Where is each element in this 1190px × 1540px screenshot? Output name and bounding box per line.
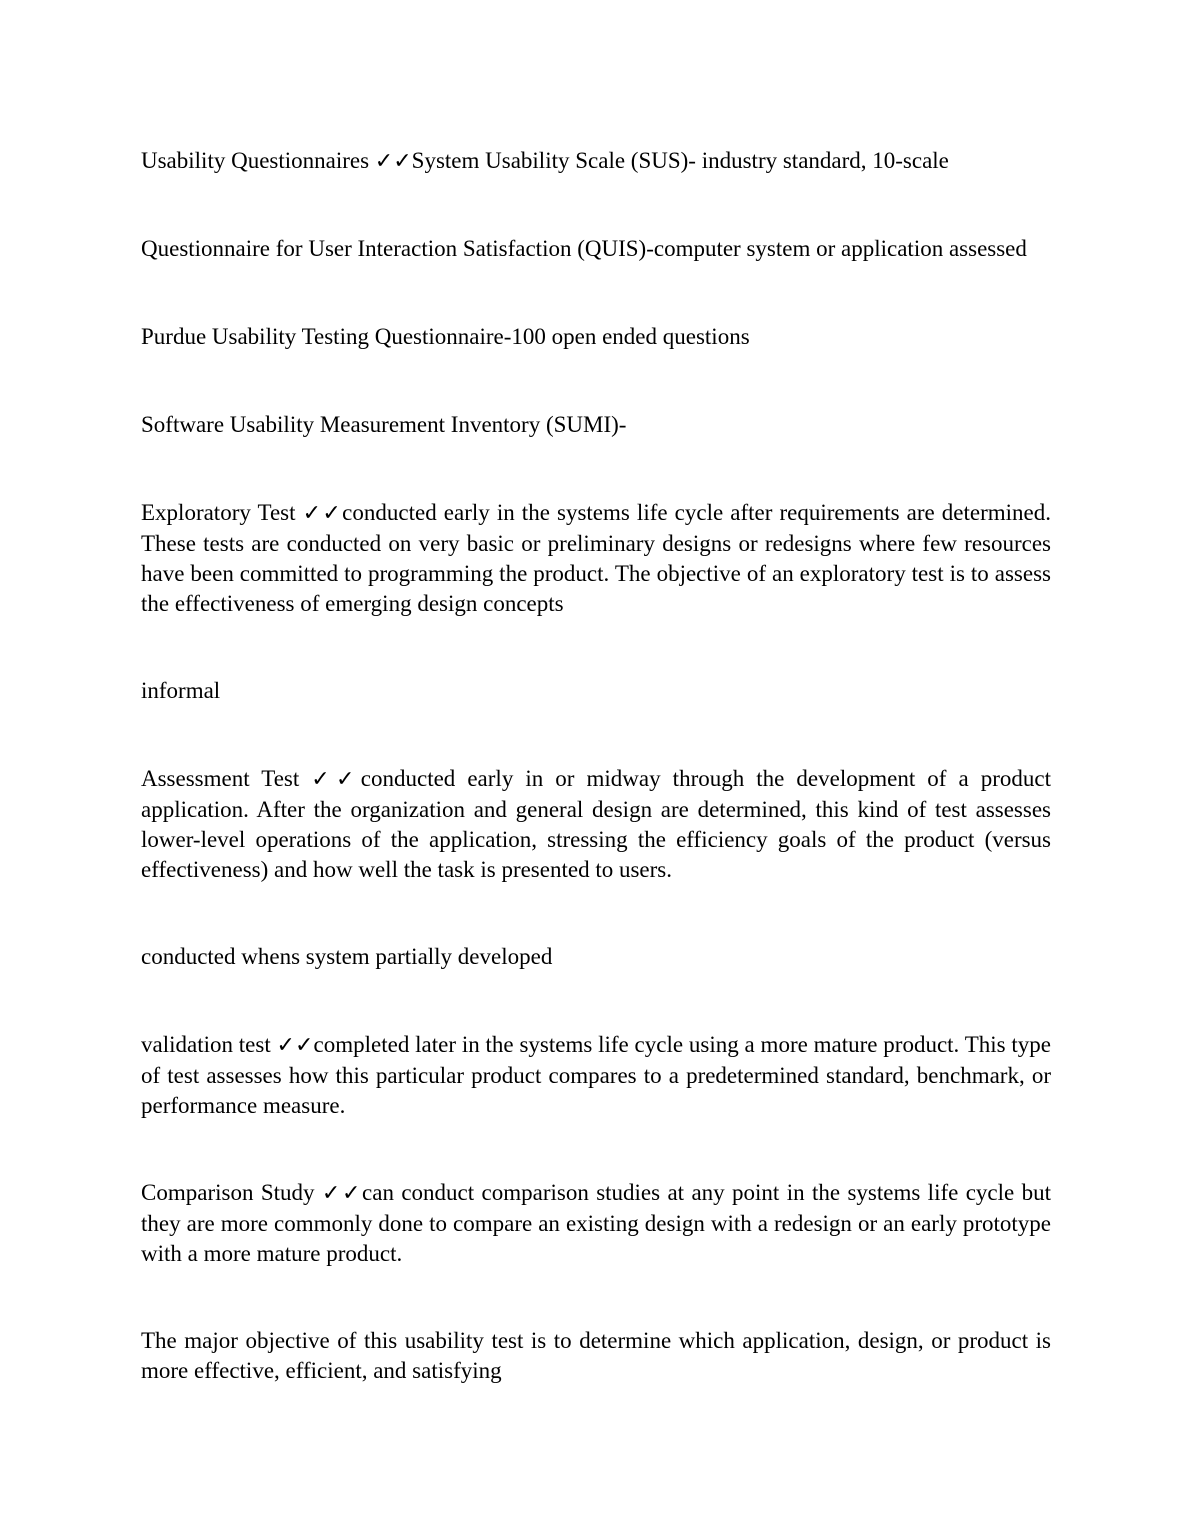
para-text-before: The major objective of this usability test is to determine which application, design, or product is more effective, efficient, and satisfying [141, 1328, 1051, 1383]
para-informal [141, 676, 1051, 707]
para-text-after: System Usability Scale (SUS)- industry standard, 10-scale [411, 148, 949, 173]
para-partially-developed [141, 942, 1051, 973]
para-text-before: conducted whens system partially developed [141, 944, 553, 969]
para-assessment-test [141, 764, 1051, 885]
para-text-before: informal [141, 678, 221, 703]
para-text-before: Usability Questionnaires [141, 148, 375, 173]
para-text-after: can conduct comparison studies at any point in the systems life cycle but they are more commonly done to compare an existing design with a redesign or an early prototype with a more mature product. [141, 1180, 1051, 1266]
para-text-before: validation test [141, 1032, 277, 1057]
para-exploratory-test [141, 498, 1051, 619]
para-purdue-questionnaire [141, 322, 1051, 353]
double-checkmark-icon: ✓✓ [321, 1181, 363, 1206]
para-major-objective [141, 1326, 1051, 1387]
para-usability-questionnaires [141, 146, 1051, 177]
para-validation-test [141, 1030, 1051, 1121]
para-sumi [141, 410, 1051, 441]
para-text-after: conducted early in or midway through the development of a product application. After the organization and general design are determined, this kind of test assesses lower-level operations of the application, stressing the efficiency goals of the product (versus effectiveness) and how well the task is presented to users. [141, 766, 1052, 882]
para-quis [141, 234, 1051, 265]
para-text-before: Assessment Test [141, 766, 312, 791]
double-checkmark-icon: ✓✓ [374, 149, 412, 174]
para-text-after: completed later in the systems life cycle using a more mature product. This type of test assesses how this particular product compares to a predetermined standard, benchmark, or performance measure. [141, 1032, 1051, 1118]
para-text-before: Software Usability Measurement Inventory (SUMI)- [141, 412, 627, 437]
para-text-after: conducted early in the systems life cycle after requirements are determined. These tests are conducted on very basic or preliminary designs or redesigns where few resources have been committed to programming the product. The objective of an exploratory test is to assess the effectiveness of emerging design concepts [141, 500, 1052, 616]
double-checkmark-icon: ✓✓ [302, 501, 343, 526]
para-comparison-study [141, 1178, 1051, 1269]
para-text-before: Comparison Study [141, 1180, 322, 1205]
double-checkmark-icon: ✓✓ [311, 767, 361, 792]
para-text-before: Purdue Usability Testing Questionnaire-100 open ended questions [141, 324, 750, 349]
para-text-before: Questionnaire for User Interaction Satisfaction (QUIS)-computer system or application assessed [141, 236, 1027, 261]
double-checkmark-icon: ✓✓ [276, 1033, 314, 1058]
para-text-before: Exploratory Test [141, 500, 303, 525]
